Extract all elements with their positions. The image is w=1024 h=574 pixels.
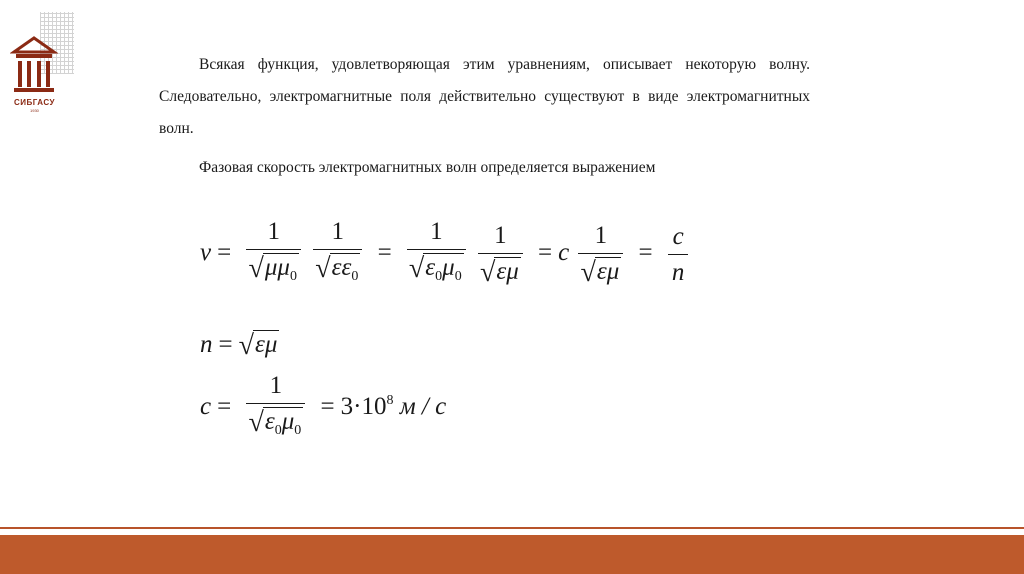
subscript: 0 [289, 269, 297, 284]
symbol-mu: μ [277, 254, 290, 281]
footer-bar [0, 535, 1024, 574]
subscript: 0 [294, 423, 302, 438]
formula-phase-velocity: v = $\frac{1}{√\mu\mu_0}$ $\frac{1}{√\varepsilon\varepsilon_0}$ = $\frac{1}{√\varepsilon_0\mu_0}$ $\frac{1}{√\varepsilon\mu}$ = c $\frac{1}{√\varepsilon\mu}$ = $\frac{c}{n}$ [200, 218, 691, 291]
var-n: n [668, 254, 689, 287]
subscript: 0 [435, 269, 443, 284]
numerator: 1 [494, 222, 507, 249]
var-v: v [200, 239, 212, 267]
value: 3·10 [340, 393, 387, 421]
numerator: 1 [267, 218, 280, 245]
numerator: 1 [430, 218, 443, 245]
fraction: $\frac{1}{√\varepsilon_0\mu_0}$ [246, 372, 305, 445]
units: м / с [399, 393, 447, 421]
symbol-mu: μ [442, 254, 455, 281]
formula-refraction-index: n = √εμ [200, 330, 278, 361]
var-n: n [200, 331, 213, 358]
university-building-icon [10, 34, 58, 96]
logo-subtext: 1930 [30, 108, 39, 113]
paragraph-phase-velocity: Фазовая скорость электромагнитных волн определяется выражением [199, 159, 656, 176]
subscript: 0 [274, 423, 282, 438]
symbol-eps: ε [496, 258, 507, 285]
symbol-mu: μ [606, 258, 620, 285]
radicand: εμ [254, 331, 278, 358]
fraction: $\frac{1}{√\varepsilon\varepsilon_0}$ [313, 218, 362, 291]
numerator: 1 [269, 372, 283, 399]
symbol-eps: ε [341, 254, 352, 281]
fraction: $\frac{1}{√\varepsilon\mu}$ [478, 222, 523, 287]
formula-light-speed: c = $\frac{1}{√\varepsilon_0\mu_0}$ = $3\cdot 10^8$ м / с [200, 372, 446, 445]
paragraph-wave-functions: Всякая функция, удовлетворяющая этим уравнениям, описывает некоторую волну. Следовательно, электромагнитные поля действительно существуют в виде электромагнитных волн. [159, 56, 810, 137]
logo-text: СИБГАСУ [14, 98, 56, 107]
symbol-mu: μ [506, 258, 519, 285]
subscript: 0 [351, 269, 359, 284]
var-c: c [200, 393, 212, 421]
fraction: $\frac{1}{√\varepsilon_0\mu_0}$ [407, 218, 466, 291]
symbol-eps: ε [331, 254, 342, 281]
fraction: $\frac{1}{√\varepsilon\mu}$ [578, 222, 623, 287]
university-logo [10, 12, 70, 116]
symbol-eps: ε [596, 258, 607, 285]
var-c: c [558, 239, 570, 267]
symbol-mu: μ [281, 408, 295, 435]
symbol-eps: ε [425, 254, 436, 281]
subscript: 0 [454, 269, 462, 284]
fraction: $\frac{1}{√\mu\mu_0}$ [246, 218, 301, 291]
exponent: 8 [386, 393, 394, 409]
symbol-eps: ε [264, 408, 275, 435]
numerator: 1 [594, 222, 608, 249]
symbol-mu: μ [264, 254, 278, 281]
fraction [668, 223, 689, 287]
var-c: c [672, 222, 684, 250]
footer-line [0, 527, 1024, 529]
numerator: 1 [331, 218, 345, 245]
